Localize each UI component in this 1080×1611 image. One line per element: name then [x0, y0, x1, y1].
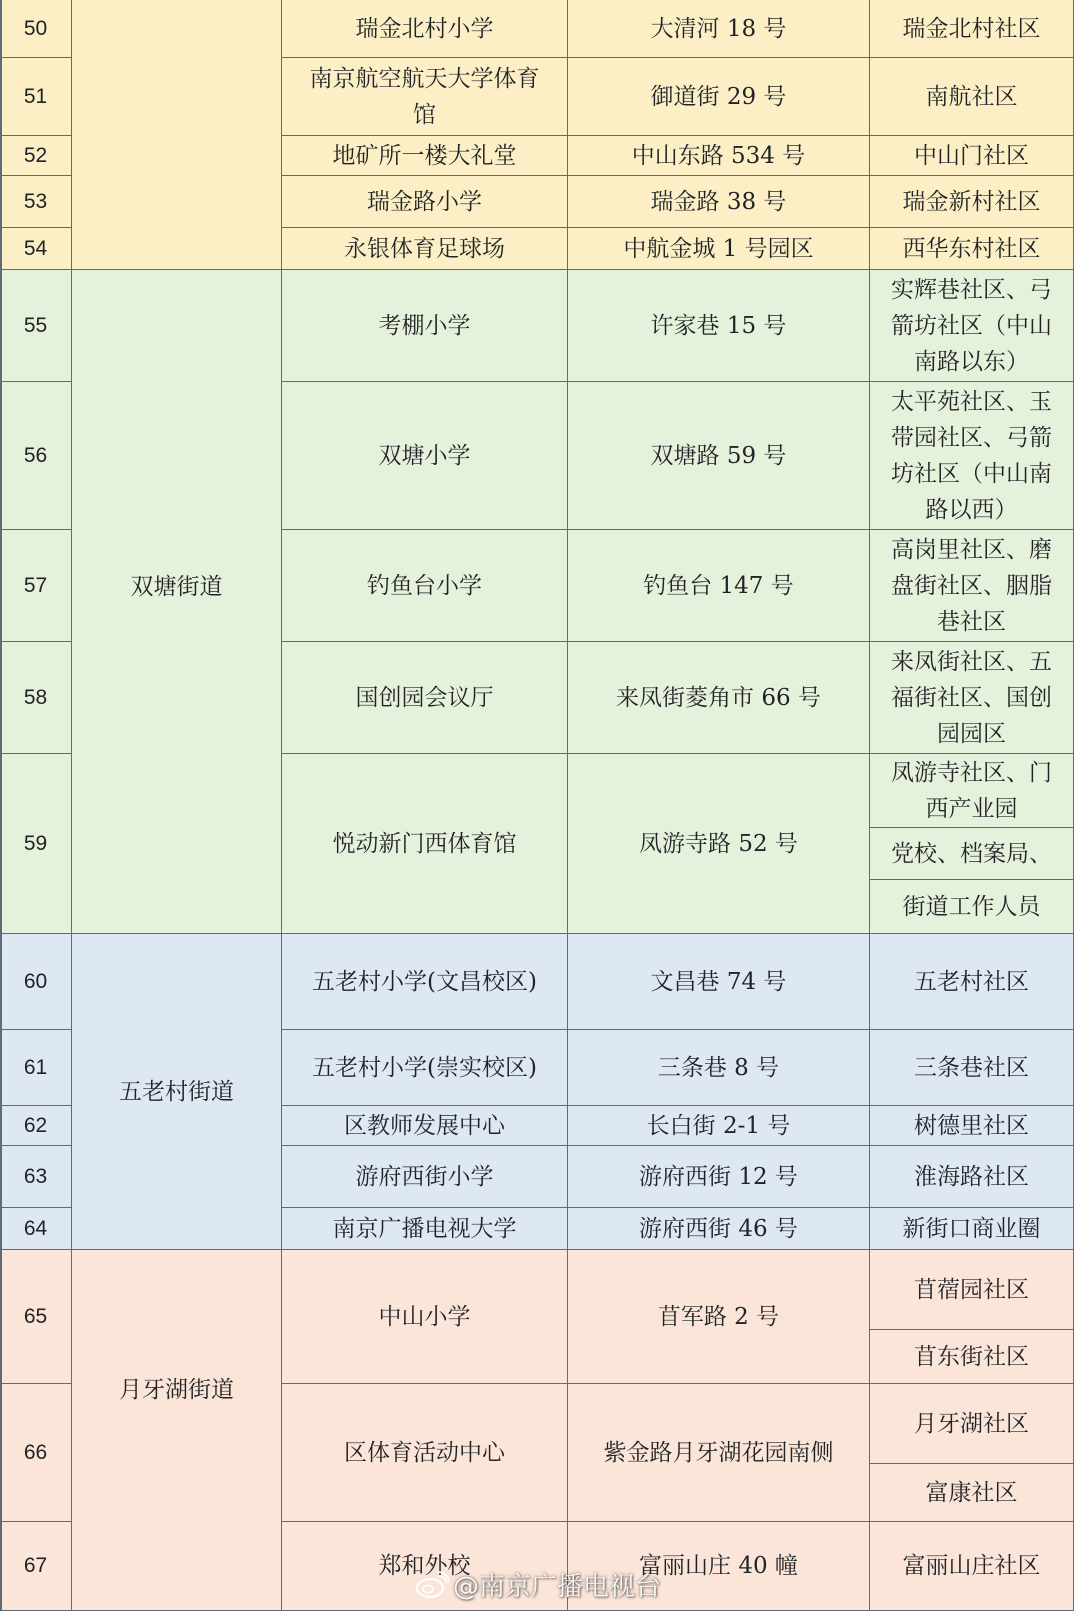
- address-cell: 凤游寺路 52 号: [568, 754, 870, 934]
- venue-cell: 瑞金北村小学: [282, 0, 568, 58]
- venue-cell: 五老村小学(文昌校区): [282, 934, 568, 1030]
- venue-cell: 国创园会议厅: [282, 642, 568, 754]
- address-cell: 中山东路 534 号: [568, 136, 870, 176]
- venue-cell: 瑞金路小学: [282, 176, 568, 228]
- venue-cell: 游府西街小学: [282, 1146, 568, 1208]
- address-cell: 文昌巷 74 号: [568, 934, 870, 1030]
- community-cell: 淮海路社区: [870, 1146, 1074, 1208]
- row-number: 59: [0, 754, 72, 934]
- address-cell: 中航金城 1 号园区: [568, 228, 870, 270]
- street-cell: [72, 0, 282, 270]
- address-cell: 许家巷 15 号: [568, 270, 870, 382]
- venue-cell: 地矿所一楼大礼堂: [282, 136, 568, 176]
- venue-cell: 区体育活动中心: [282, 1384, 568, 1522]
- venue-cell: 南京广播电视大学: [282, 1208, 568, 1250]
- venue-cell: 悦动新门西体育馆: [282, 754, 568, 934]
- watermark-text: @南京广播电视台: [453, 1572, 662, 1602]
- row-number: 63: [0, 1146, 72, 1208]
- address-cell: 长白街 2-1 号: [568, 1106, 870, 1146]
- row-number: 56: [0, 382, 72, 530]
- venue-cell: 郑和外校: [282, 1522, 568, 1611]
- venue-cell: 南京航空航天大学体育馆: [282, 58, 568, 136]
- row-number: 52: [0, 136, 72, 176]
- community-cell: 凤游寺社区、门西产业园: [870, 754, 1074, 828]
- row-number: 65: [0, 1250, 72, 1384]
- row-number: 62: [0, 1106, 72, 1146]
- street-cell: 月牙湖街道: [72, 1250, 282, 1611]
- community-cell: 实辉巷社区、弓箭坊社区（中山南路以东）: [870, 270, 1074, 382]
- address-cell: 大清河 18 号: [568, 0, 870, 58]
- row-number: 53: [0, 176, 72, 228]
- community-cell: 月牙湖社区: [870, 1384, 1074, 1464]
- community-cell: 街道工作人员: [870, 880, 1074, 934]
- address-cell: 苜军路 2 号: [568, 1250, 870, 1384]
- row-number: 57: [0, 530, 72, 642]
- venue-cell: 双塘小学: [282, 382, 568, 530]
- community-cell: 高岗里社区、磨盘街社区、胭脂巷社区: [870, 530, 1074, 642]
- row-number: 50: [0, 0, 72, 58]
- venue-cell: 中山小学: [282, 1250, 568, 1384]
- address-cell: 游府西街 12 号: [568, 1146, 870, 1208]
- community-cell: 瑞金新村社区: [870, 176, 1074, 228]
- street-cell: 双塘街道: [72, 270, 282, 934]
- row-number: 60: [0, 934, 72, 1030]
- address-cell: 游府西街 46 号: [568, 1208, 870, 1250]
- row-number: 51: [0, 58, 72, 136]
- community-cell: 苜东街社区: [870, 1330, 1074, 1384]
- community-cell: 新街口商业圈: [870, 1208, 1074, 1250]
- community-cell: 党校、档案局、: [870, 828, 1074, 880]
- community-cell: 来凤街社区、五福街社区、国创园园区: [870, 642, 1074, 754]
- address-cell: 御道街 29 号: [568, 58, 870, 136]
- venue-cell: 区教师发展中心: [282, 1106, 568, 1146]
- row-number: 61: [0, 1030, 72, 1106]
- community-cell: 五老村社区: [870, 934, 1074, 1030]
- address-cell: 瑞金路 38 号: [568, 176, 870, 228]
- community-cell: 瑞金北村社区: [870, 0, 1074, 58]
- row-number: 55: [0, 270, 72, 382]
- address-cell: 双塘路 59 号: [568, 382, 870, 530]
- community-cell: 南航社区: [870, 58, 1074, 136]
- community-cell: 中山门社区: [870, 136, 1074, 176]
- community-cell: 富丽山庄社区: [870, 1522, 1074, 1611]
- community-cell: 三条巷社区: [870, 1030, 1074, 1106]
- watermark: [415, 1566, 661, 1603]
- community-cell: 苜蓿园社区: [870, 1250, 1074, 1330]
- venue-cell: 考棚小学: [282, 270, 568, 382]
- address-cell: 来凤街菱角市 66 号: [568, 642, 870, 754]
- community-cell: 西华东村社区: [870, 228, 1074, 270]
- table-left-border: [0, 0, 2, 1611]
- row-number: 67: [0, 1522, 72, 1611]
- row-number: 54: [0, 228, 72, 270]
- venue-cell: 永银体育足球场: [282, 228, 568, 270]
- community-cell: 富康社区: [870, 1464, 1074, 1522]
- row-number: 58: [0, 642, 72, 754]
- community-cell: 太平苑社区、玉带园社区、弓箭坊社区（中山南路以西）: [870, 382, 1074, 530]
- address-cell: 紫金路月牙湖花园南侧: [568, 1384, 870, 1522]
- community-cell: 树德里社区: [870, 1106, 1074, 1146]
- address-cell: 富丽山庄 40 幢: [568, 1522, 870, 1611]
- street-cell: 五老村街道: [72, 934, 282, 1250]
- weibo-icon: [415, 1571, 449, 1599]
- venue-cell: 钓鱼台小学: [282, 530, 568, 642]
- row-number: 66: [0, 1384, 72, 1522]
- row-number: 64: [0, 1208, 72, 1250]
- address-cell: 钓鱼台 147 号: [568, 530, 870, 642]
- address-cell: 三条巷 8 号: [568, 1030, 870, 1106]
- venue-cell: 五老村小学(崇实校区): [282, 1030, 568, 1106]
